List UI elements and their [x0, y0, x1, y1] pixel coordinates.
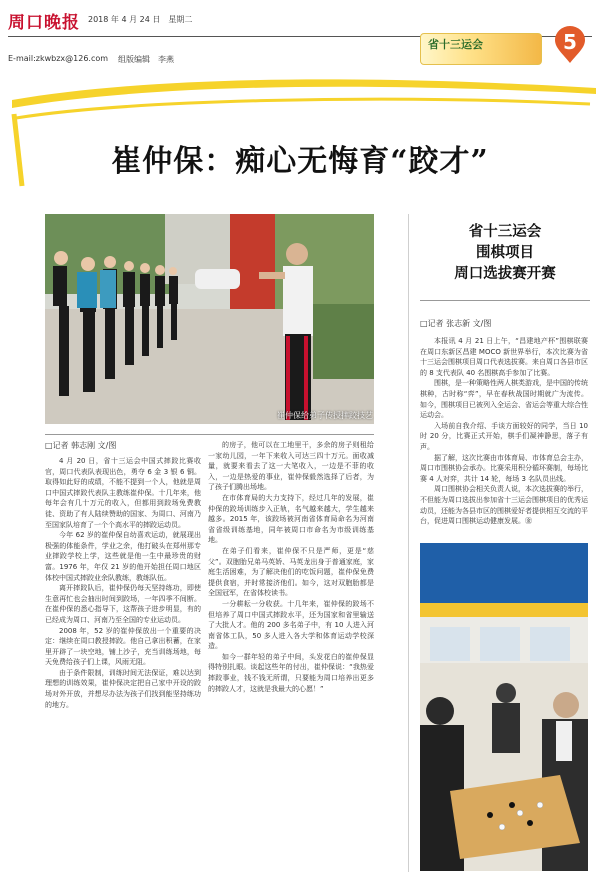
sidebar-byline: □记者 张志新 文/图 [420, 319, 492, 328]
sidebar-article-title [420, 222, 590, 285]
masthead-logo: 周口晚报 [8, 13, 80, 33]
paragraph: 的房子，他可以在工地里干，多余的房子则租给一家幼儿园，一年下来收入可达三四十万元。面收减量，就要来看去了这一大笔收入，一边是不菲的收入，一边是热爱的事业，崔仲保毅然选择了后者，为了孩子们腾出场地。 [208, 441, 374, 492]
article-headline: 崔仲保：痴心无悔育“跤才” [111, 144, 489, 179]
games-banner-text: 省十三运会 [428, 38, 483, 51]
page-editor: 组版编辑 李燕 [118, 55, 174, 64]
issue-date: 2018 年 4 月 24 日 星期二 [88, 15, 193, 24]
paragraph: 今年 62 岁的崔仲保自幼喜欢运动，就展现出极强的体能条件，学业之余，他打破头在郑州那专业摔跤学校上学，这些就是他一生中最珍贵的财富。1976 年，年仅 21 岁的他开始担任周口地区体校中国式摔跤业余队教练，教练队伍。 [45, 531, 201, 582]
go-tournament-photo [420, 543, 588, 871]
paragraph: 在弟子们看来，崔仲保不只是严师，更是“慈父”。双胞胎兄弟马英娇、马英龙出身于普通家庭，家庭生活困难，为了解决他们的吃饭问题，崔仲保免费提供食宿，并时常接济他们。如今，这对双胞胎都是全国冠军，在省体校读书。 [208, 546, 374, 598]
paragraph: 据了解，这次比赛由市体育局、市体育总会主办，周口市围棋协会承办。比赛采用积分循环赛制，每场比赛 4 人对弈，共计 14 轮，每场 3 名队员出线。 [420, 453, 588, 483]
page-number: 5 [563, 30, 577, 54]
paragraph: 一分耕耘一分收获。十几年来，崔仲保的跤场不但培养了周口中国式摔跤水平，还为国家和省里输送了大批人才。他的 200 多名弟子中，有 10 人进入河南省体工队，50 多人进入各大学和体育运动学校深造。 [208, 599, 374, 651]
wrestling-training-photo [45, 214, 374, 424]
paragraph: 入场前自我介绍、手谈方面较好的同学，当日 10 时 20 分，比赛正式开始，棋手们凝神静思，落子有声。 [420, 421, 588, 451]
article-body-col1 [45, 456, 201, 871]
paragraph: 由于条件限制，训练时间无法保证，难以达到理想的训练效果，崔仲保决定把自己家中开设的跤场对外开放，并想尽办法为孩子们找到能坚持练功的地方。 [45, 668, 201, 709]
article-rule [45, 434, 374, 435]
article-body-col2 [208, 440, 374, 871]
sidebar-rule [420, 300, 590, 301]
paragraph: 离开摔跤队后，崔仲保仍每天坚持练功，即使生意再忙也会抽出时间到跤场，一年四季不间断。在崔仲保的悉心指导下，这帮孩子进步明显，有的已经成为周口、河南乃至全国的专业运动员。 [45, 584, 201, 624]
sidebar-title-line: 省十三运会 [468, 224, 542, 240]
paragraph: 2008 年，52 岁的崔仲保放出一个重要的决定：继续在周口教授摔跤。他自己拿出积蓄，在家里开辟了一块空地，铺上沙子，充当训练场地，每天免费给孩子们上课，风雨无阻。 [45, 626, 201, 667]
paragraph: 本报讯 4 月 21 日上午，“昌建地产杯”围棋联赛在周口东新区昌建 MOCO 新世界举行，本次比赛为省十三运会围棋项目周口代表选拔赛。来自周口各县市区的 8 支代表队 40 名围棋高手参加了比赛。 [420, 337, 588, 377]
sidebar-title-line: 围棋项目 [476, 245, 534, 261]
column-divider [408, 214, 409, 872]
sidebar-body [420, 336, 588, 536]
paragraph: 在市体育局的大力支持下，经过几年的发展，崔仲保的跤场训练步入正轨，名气越来越大，学生越来越多。2015 年，该跤场被河南省体育局命名为河南省省级训练基地，同年被周口市命名为市级训练基地。 [208, 493, 374, 545]
sidebar-title-line: 周口选拔赛开赛 [454, 266, 556, 282]
article-byline: □记者 韩志刚 文/图 [45, 441, 117, 450]
paragraph: 围棋，是一种策略性两人棋类游戏，是中国的传统棋种，古时称“弈”，早在春秋战国时期就广为流传。如今，围棋项目已被列入全运会、省运会等重大综合性运动会。 [420, 379, 588, 420]
paragraph: 周口围棋协会相关负责人说，本次选拔赛的举行，不但能为周口选拔出参加省十三运会围棋项目的优秀运动员，还能为各县市区的围棋爱好者提供相互交流的平台，促进周口围棋运动健康发展。㊎ [420, 485, 588, 526]
photo-caption: 崔仲保给弟子传授摔跤技艺 [277, 411, 373, 420]
paragraph: 如今一群年轻的弟子中间，头发花白的崔仲保显得特别扎眼。谈起这些年的付出，崔仲保说：“我热爱摔跤事业，钱不钱无所谓，只要能为周口培养出更多的摔跤人才，这就是我最大的心愿！” [208, 652, 374, 693]
paragraph: 4 月 20 日，省十三运会中国式摔跤比赛收官，周口代表队表现出色，勇夺 6 金 3 银 6 铜。取得如此好的成绩，不能不提到一个人，他就是周口中国式摔跤代表队主教练崔仲保。十几年来，他每年会有几十万元的收入，但都用到跤场免费教徒、资助了有人陆续赞助的国家、为周口、河南乃至国家队培育了一个个高水平的摔跤运动员。 [45, 457, 201, 529]
contact-email: E-mail:zkwbzx@126.com [8, 54, 109, 63]
